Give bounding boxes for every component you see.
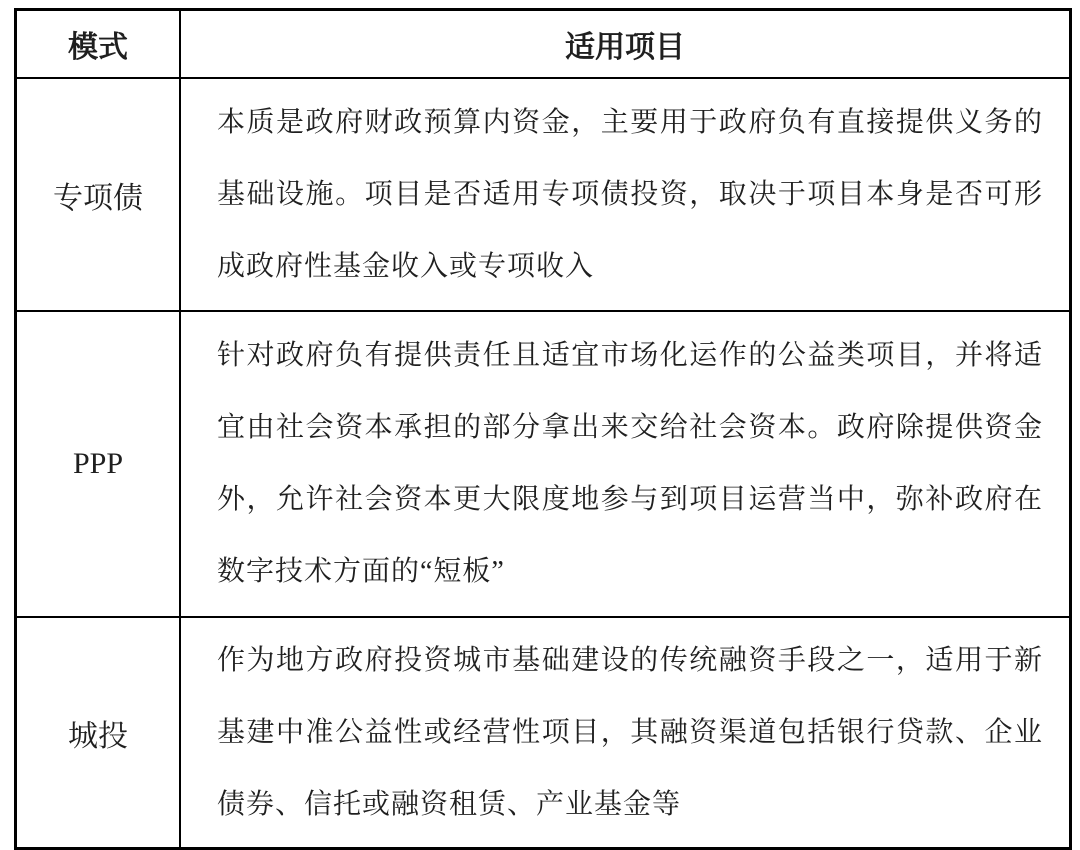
description-cell [180, 617, 1071, 849]
description-text: 作为地方政府投资城市基础建设的传统融资手段之一，适用于新基建中准公益性或经营性项目，其融资渠道包括银行贷款、企业债券、信托或融资租赁、产业基金等 [217, 644, 1043, 820]
description-text: 针对政府负有提供责任且适宜市场化运作的公益类项目，并将适宜由社会资本承担的部分拿出来交给社会资本。政府除提供资金外，允许社会资本更大限度地参与到项目运营当中，弥补政府在数字技术方面的“短板” [217, 340, 1043, 587]
table-row [16, 78, 1071, 311]
description-cell [180, 311, 1071, 617]
header-row [16, 10, 1071, 79]
column-header-applicable-projects: 适用项目 [180, 10, 1071, 79]
table-row [16, 311, 1071, 617]
table-row [16, 617, 1071, 849]
financing-modes-table [14, 8, 1072, 850]
column-header-mode: 模式 [16, 10, 181, 79]
mode-cell-chengtou: 城投 [16, 617, 181, 849]
mode-cell-special-bond: 专项债 [16, 78, 181, 311]
mode-cell-ppp: PPP [16, 311, 181, 617]
description-cell [180, 78, 1071, 311]
description-text: 本质是政府财政预算内资金，主要用于政府负有直接提供义务的基础设施。项目是否适用专项债投资，取决于项目本身是否可形成政府性基金收入或专项收入 [217, 106, 1043, 282]
